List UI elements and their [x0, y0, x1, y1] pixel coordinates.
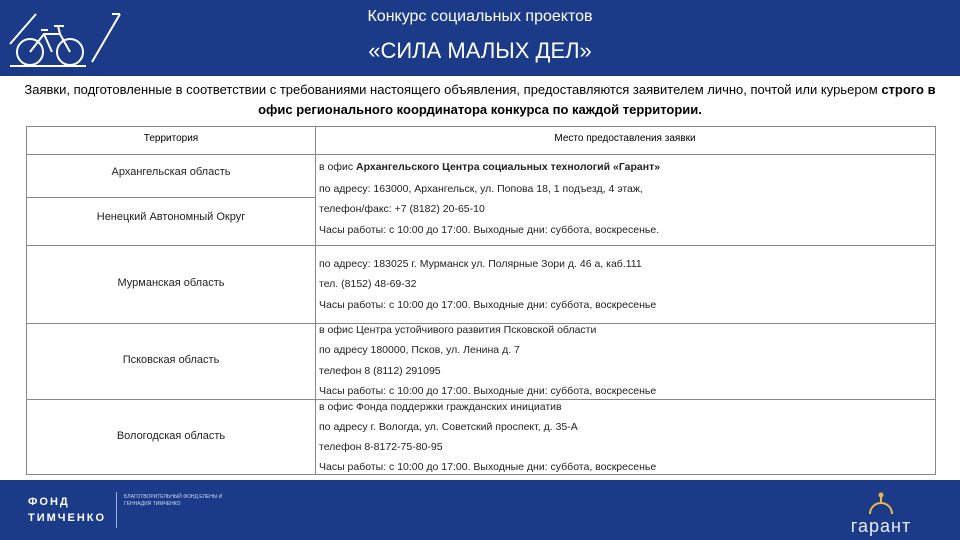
territory-table	[26, 126, 936, 475]
intro-text	[14, 80, 946, 120]
intro-text-part1: Заявки, подготовленные в соответствии с требованиями настоящего объявления, предоставляются заявителем лично, почтой или курьером	[24, 82, 882, 97]
arkh-office	[319, 161, 660, 173]
territory-murmansk: Мурманская область	[117, 277, 225, 289]
header-divider	[27, 154, 935, 155]
row-divider	[27, 197, 315, 198]
fund-line1: ФОНД	[28, 496, 70, 508]
pskov-hours: Часы работы: с 10:00 до 17:00. Выходные дни: суббота, воскресенье	[319, 385, 657, 397]
fund-small-text: БЛАГОТВОРИТЕЛЬНЫЙ ФОНД ЕЛЕНЫ И ГЕННАДИЯ ТИМЧЕНКО	[124, 494, 223, 507]
vologda-office: в офис Фонда поддержки гражданских инициатив	[319, 401, 562, 413]
vologda-phone: телефон 8-8172-75-80-95	[319, 441, 443, 453]
fund-line2: ТИМЧЕНКО	[28, 512, 107, 524]
arkh-office-name: Архангельского Центра социальных технологий «Гарант»	[356, 161, 661, 173]
contest-title: «СИЛА МАЛЫХ ДЕЛ»	[368, 38, 592, 63]
vologda-hours: Часы работы: с 10:00 до 17:00. Выходные дни: суббота, воскресенье	[319, 461, 657, 473]
territory-arkhangelsk: Архангельская область	[111, 166, 231, 178]
footer-banner	[0, 480, 960, 540]
pskov-office: в офис Центра устойчивого развития Псковской области	[319, 324, 597, 336]
arkh-phone: телефон/факс: +7 (8182) 20-65-10	[319, 203, 485, 215]
arkh-address: по адресу: 163000, Архангельск, ул. Попова 18, 1 подъезд, 4 этаж,	[319, 183, 643, 195]
murmansk-phone: тел. (8152) 48-69-32	[319, 278, 417, 290]
pskov-address: по адресу 180000, Псков, ул. Ленина д. 7	[319, 344, 520, 356]
arkh-office-prefix: в офис	[319, 161, 357, 173]
column-header-place: Место предоставления заявки	[554, 133, 696, 144]
column-header-territory: Территория	[143, 133, 199, 144]
territory-nenets: Ненецкий Автономный Округ	[96, 211, 246, 223]
territory-vologda: Вологодская область	[116, 430, 226, 442]
murmansk-hours: Часы работы: с 10:00 до 17:00. Выходные дни: суббота, воскресенье	[319, 299, 657, 311]
vologda-address: по адресу г. Вологда, ул. Советский проспект, д. 35-А	[319, 421, 578, 433]
territory-pskov: Псковская область	[122, 354, 220, 366]
header-banner	[0, 0, 960, 76]
timchenko-fund-logo	[28, 494, 106, 526]
arkh-hours: Часы работы: с 10:00 до 17:00. Выходные дни: суббота, воскресенье.	[319, 224, 660, 236]
row-divider	[27, 399, 935, 400]
column-divider	[315, 127, 316, 474]
fund-logo-divider	[116, 492, 117, 528]
murmansk-address: по адресу: 183025 г. Мурманск ул. Полярные Зори д. 46 а, каб.111	[319, 258, 642, 270]
pskov-phone: телефон 8 (8112) 291095	[319, 365, 441, 377]
intro-text-emphasis: строго в офис регионального координатора конкурса по каждой территории.	[258, 82, 936, 117]
contest-subtitle: Конкурс социальных проектов	[367, 8, 593, 25]
garant-logo-text: гарант	[850, 516, 912, 536]
row-divider	[27, 245, 935, 246]
